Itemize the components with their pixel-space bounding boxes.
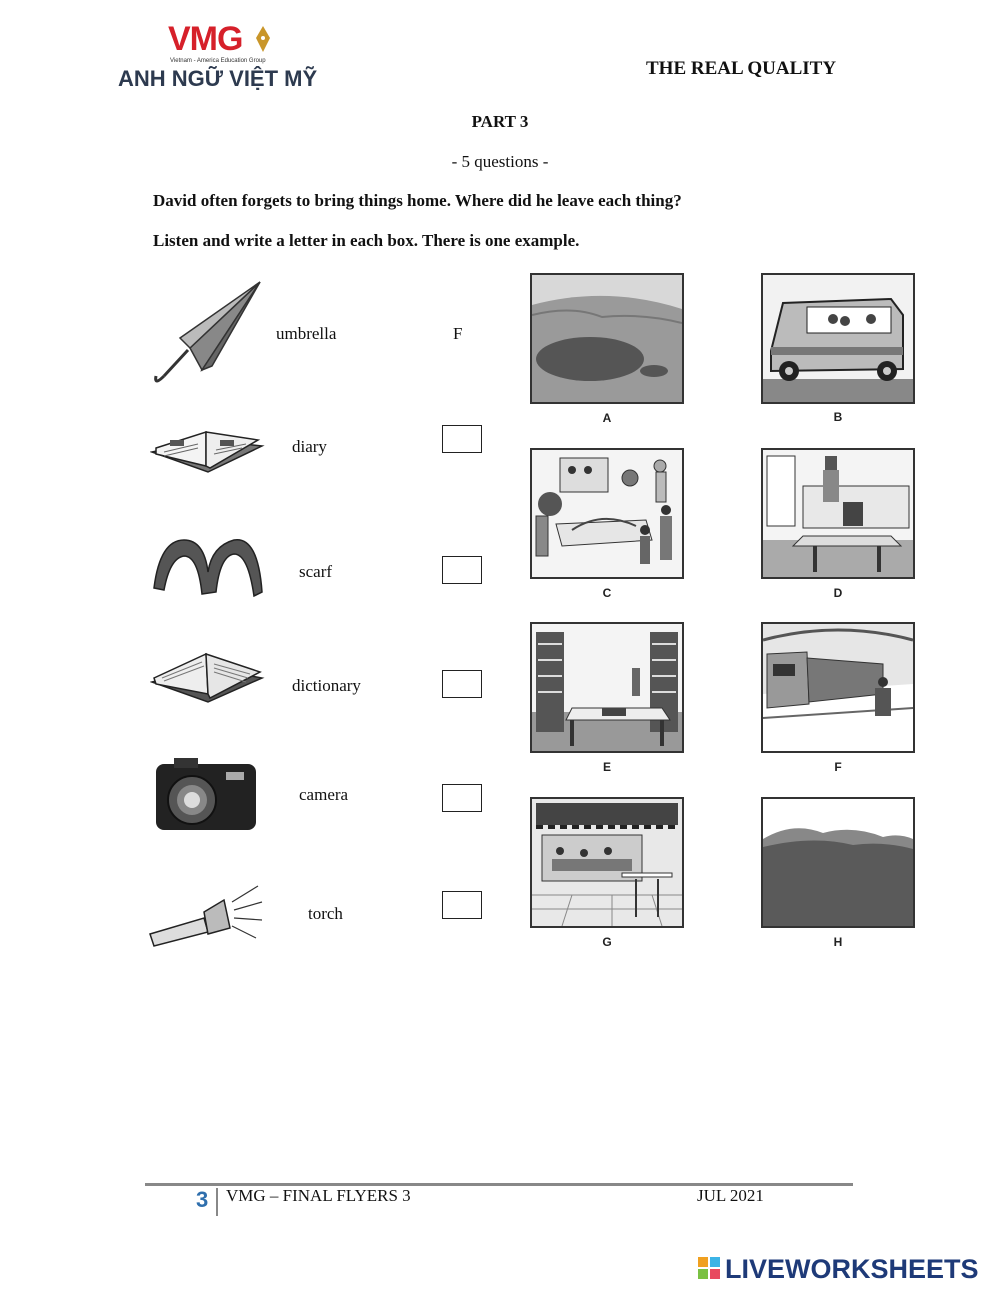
pen-nib-logo-icon bbox=[254, 24, 272, 54]
instruction-2: Listen and write a letter in each box. There is one example. bbox=[153, 231, 580, 250]
liveworksheets-watermark[interactable]: LIVEWORKSHEETS bbox=[725, 1254, 979, 1284]
answer-box-scarf[interactable] bbox=[442, 556, 482, 584]
scarf-icon bbox=[150, 532, 265, 602]
umbrella-icon bbox=[150, 278, 265, 388]
item-word-umbrella: umbrella bbox=[276, 324, 337, 343]
picture-e-library bbox=[530, 622, 684, 753]
logo-name: ANH NGỮ VIỆT MỸ bbox=[118, 66, 318, 91]
item-word-diary: diary bbox=[292, 437, 327, 456]
item-word-torch: torch bbox=[308, 904, 343, 923]
item-word-dictionary: dictionary bbox=[292, 676, 361, 695]
dictionary-icon bbox=[150, 646, 265, 706]
example-answer: F bbox=[453, 324, 463, 343]
picture-d-kitchen bbox=[761, 448, 915, 579]
picture-letter-g: G bbox=[602, 935, 612, 949]
answer-box-dictionary[interactable] bbox=[442, 670, 482, 698]
picture-letter-b: B bbox=[833, 410, 843, 424]
picture-f-train-station bbox=[761, 622, 915, 753]
logo-brand: VMG bbox=[168, 20, 243, 58]
picture-letter-d: D bbox=[833, 586, 843, 600]
torch-icon bbox=[146, 878, 266, 950]
liveworksheets-logo-icon bbox=[698, 1257, 720, 1279]
footer-title: VMG – FINAL FLYERS 3 bbox=[226, 1186, 411, 1205]
picture-letter-e: E bbox=[602, 760, 611, 774]
question-count: - 5 questions - bbox=[451, 152, 549, 171]
answer-box-diary[interactable] bbox=[442, 425, 482, 453]
picture-a-lake bbox=[530, 273, 684, 404]
picture-letter-h: H bbox=[833, 935, 843, 949]
footer-date: JUL 2021 bbox=[697, 1186, 764, 1205]
footer-divider bbox=[216, 1188, 218, 1216]
camera-icon bbox=[154, 756, 259, 836]
diary-icon bbox=[150, 422, 265, 477]
picture-letter-f: F bbox=[834, 760, 842, 774]
picture-b-bus bbox=[761, 273, 915, 404]
logo-tagline: Vietnam - America Education Group bbox=[170, 58, 266, 64]
picture-letter-a: A bbox=[602, 411, 612, 425]
instruction-1: David often forgets to bring things home. Where did he leave each thing? bbox=[153, 191, 682, 210]
picture-h-hills bbox=[761, 797, 915, 928]
page-number: 3 bbox=[196, 1187, 209, 1212]
part-title: PART 3 bbox=[471, 112, 529, 131]
answer-box-camera[interactable] bbox=[442, 784, 482, 812]
picture-c-museum bbox=[530, 448, 684, 579]
item-word-scarf: scarf bbox=[299, 562, 333, 581]
answer-box-torch[interactable] bbox=[442, 891, 482, 919]
picture-letter-c: C bbox=[602, 586, 612, 600]
header-tagline: THE REAL QUALITY bbox=[646, 58, 837, 79]
picture-g-cafe bbox=[530, 797, 684, 928]
item-word-camera: camera bbox=[299, 785, 349, 804]
